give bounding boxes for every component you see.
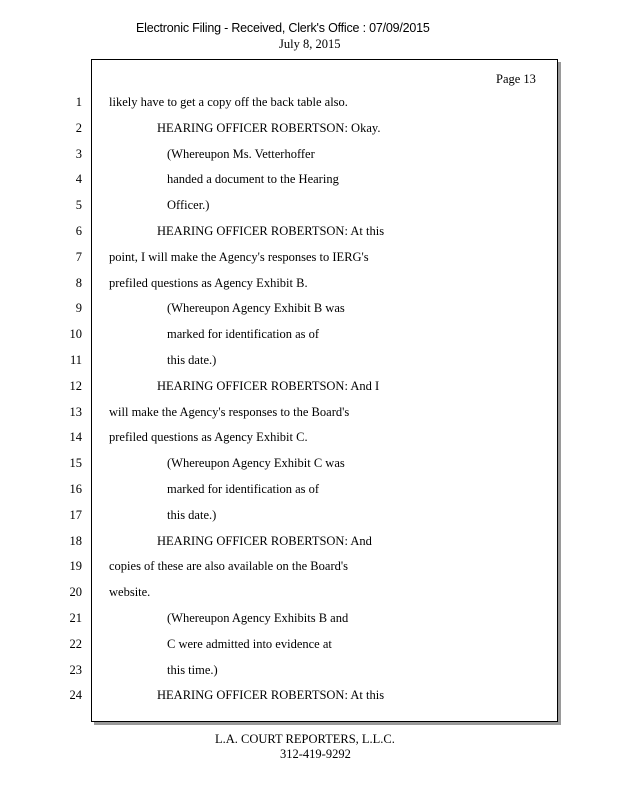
- line-number: 2: [75, 121, 82, 135]
- transcript-line: will make the Agency's responses to the Board's: [109, 405, 350, 419]
- transcript-line: marked for identification as of: [167, 482, 320, 496]
- transcript-line: prefiled questions as Agency Exhibit C.: [109, 430, 308, 444]
- line-number: 24: [69, 688, 82, 702]
- filing-stamp: Electronic Filing - Received, Clerk's Office : 07/09/2015: [136, 21, 430, 35]
- transcript-line: point, I will make the Agency's responses to IERG's: [109, 250, 369, 264]
- transcript-line: website.: [109, 585, 151, 599]
- transcript-line: marked for identification as of: [167, 327, 320, 341]
- footer-company: L.A. COURT REPORTERS, L.L.C.: [215, 732, 395, 746]
- transcript-line: HEARING OFFICER ROBERTSON: Okay.: [157, 121, 381, 135]
- transcript-line: copies of these are also available on the Board's: [109, 559, 348, 573]
- line-number: 20: [69, 585, 82, 599]
- transcript-line: (Whereupon Agency Exhibit C was: [167, 456, 345, 470]
- line-number: 4: [75, 172, 82, 186]
- line-number: 12: [69, 379, 82, 393]
- page-number: Page 13: [496, 72, 536, 86]
- line-number: 8: [75, 276, 82, 290]
- line-number: 5: [75, 198, 82, 212]
- transcript-line: HEARING OFFICER ROBERTSON: And I: [157, 379, 380, 393]
- line-number: 16: [69, 482, 82, 496]
- line-number: 10: [69, 327, 82, 341]
- line-number: 15: [69, 456, 82, 470]
- line-number: 6: [75, 224, 82, 238]
- line-number: 13: [69, 405, 82, 419]
- line-number: 7: [75, 250, 82, 264]
- transcript-line: this time.): [167, 663, 218, 677]
- line-number: 3: [75, 147, 82, 161]
- transcript-line: HEARING OFFICER ROBERTSON: At this: [157, 688, 385, 702]
- transcript-line: (Whereupon Agency Exhibits B and: [167, 611, 349, 625]
- transcript-line: Officer.): [167, 198, 210, 212]
- transcript-line: (Whereupon Ms. Vetterhoffer: [167, 147, 315, 161]
- transcript-line: this date.): [167, 508, 217, 522]
- transcript-line: likely have to get a copy off the back table also.: [109, 95, 348, 109]
- line-number: 18: [69, 534, 82, 548]
- line-number: 9: [75, 301, 82, 315]
- line-number: 19: [69, 559, 82, 573]
- transcript-line: this date.): [167, 353, 217, 367]
- line-number: 14: [69, 430, 82, 444]
- line-number: 21: [69, 611, 82, 625]
- line-number: 23: [69, 663, 82, 677]
- transcript-line: HEARING OFFICER ROBERTSON: And: [157, 534, 372, 548]
- transcript-line: (Whereupon Agency Exhibit B was: [167, 301, 345, 315]
- transcript-line: handed a document to the Hearing: [167, 172, 339, 186]
- footer-phone: 312-419-9292: [280, 747, 351, 761]
- line-number: 1: [75, 95, 82, 109]
- transcript-date: July 8, 2015: [279, 37, 341, 51]
- transcript-line: prefiled questions as Agency Exhibit B.: [109, 276, 308, 290]
- transcript-line: C were admitted into evidence at: [167, 637, 332, 651]
- line-number: 22: [69, 637, 82, 651]
- transcript-line: HEARING OFFICER ROBERTSON: At this: [157, 224, 385, 238]
- line-number: 17: [69, 508, 82, 522]
- line-number: 11: [69, 353, 82, 367]
